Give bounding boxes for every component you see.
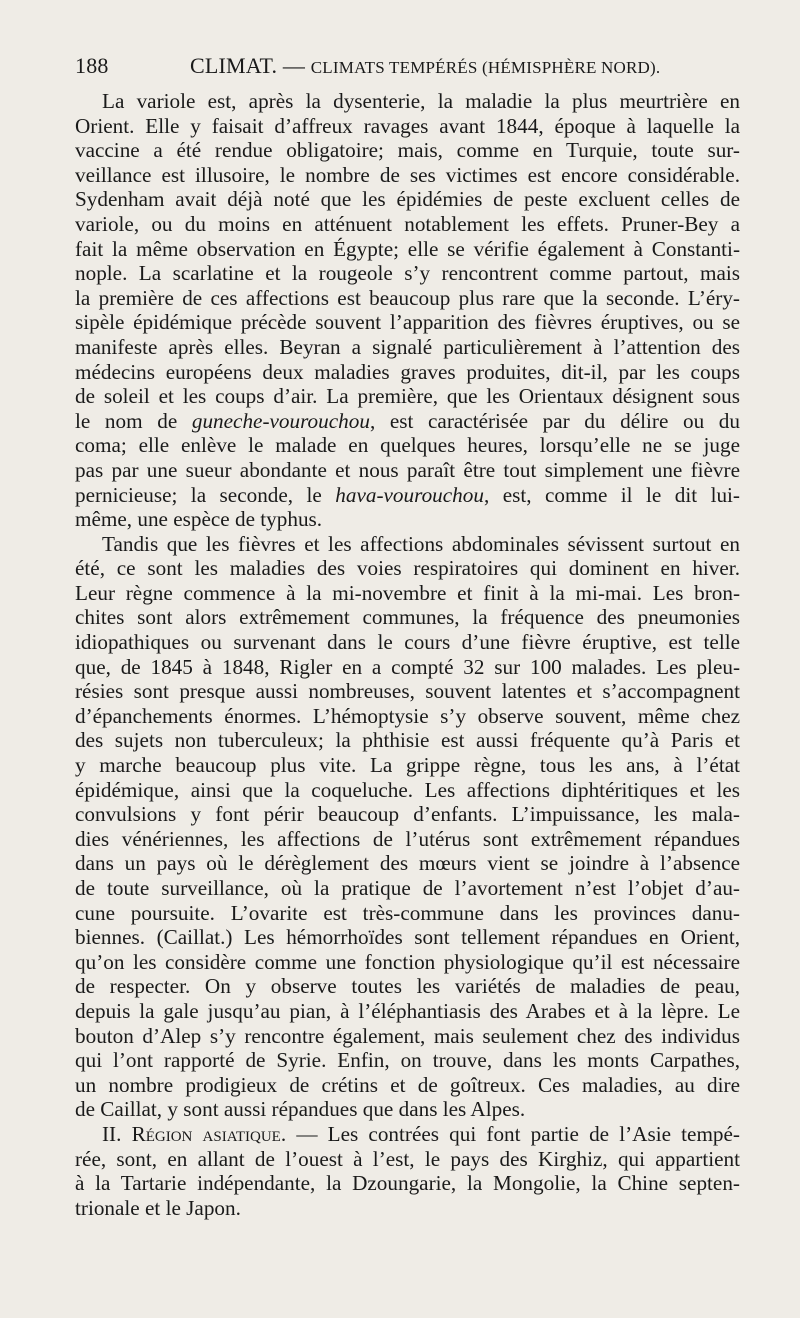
text-line: dies vénériennes, les affections de l’utérus sont extrêmement répandues bbox=[75, 826, 740, 851]
paragraph-variole bbox=[75, 89, 740, 532]
text-line: épidémique, ainsi que la coqueluche. Les affections diphtéritiques et les bbox=[75, 777, 740, 802]
text-line: depuis la gale jusqu’au pian, à l’éléphantiasis des Arabes et à la lèpre. Le bbox=[75, 998, 740, 1023]
page-body bbox=[75, 89, 740, 1220]
paragraph-maladies-respiratoires bbox=[75, 532, 740, 1122]
running-header bbox=[75, 53, 735, 79]
text-line: un nombre prodigieux de crétins et de goîtreux. Ces maladies, au dire bbox=[75, 1072, 740, 1097]
text-line: Leur règne commence à la mi-novembre et finit à la mi-mai. Les bron- bbox=[75, 580, 740, 605]
header-dash: — bbox=[282, 53, 306, 78]
text-line: pas par une sueur abondante et nous paraît être tout simplement une fièvre bbox=[75, 457, 740, 482]
text-line: La variole est, après la dysenterie, la maladie la plus meurtrière en bbox=[102, 89, 740, 113]
text-line: résies sont presque aussi nombreuses, souvent latentes et s’accompagnent bbox=[75, 679, 740, 704]
text-line: de soleil et les coups d’air. La première, que les Orientaux désignent sous bbox=[75, 384, 740, 409]
text-line: manifeste après elles. Beyran a signalé particulièrement à l’attention des bbox=[75, 334, 740, 359]
text-line: variole, ou du moins en atténuent notablement les effets. Pruner-Bey a bbox=[75, 211, 740, 236]
text-line: cune poursuite. L’ovarite est très-commune dans les provinces danu- bbox=[75, 900, 740, 925]
text-line: la première de ces affections est beaucoup plus rare que la seconde. L’éry- bbox=[75, 285, 740, 310]
text-line: coma; elle enlève le malade en quelques heures, lorsqu’elle ne se juge bbox=[75, 433, 740, 458]
text-line: y marche beaucoup plus vite. La grippe règne, tous les ans, à l’état bbox=[75, 753, 740, 778]
text-line: été, ce sont les maladies des voies respiratoires qui dominent en hiver. bbox=[75, 556, 740, 581]
text-line: de respecter. On y observe toutes les variétés de maladies de peau, bbox=[75, 974, 740, 999]
text-line: vaccine a été rendue obligatoire; mais, comme en Turquie, toute sur- bbox=[75, 138, 740, 163]
text-line: rée, sont, en allant de l’ouest à l’est, le pays des Kirghiz, qui appartient bbox=[75, 1146, 740, 1171]
header-subtitle: CLIMATS TEMPÉRÉS (HÉMISPHÈRE NORD). bbox=[310, 58, 661, 77]
text-line: bouton d’Alep s’y rencontre également, mais seulement chez des individus bbox=[75, 1023, 740, 1048]
header-title: CLIMAT. bbox=[190, 53, 278, 78]
text-line: Orient. Elle y faisait d’affreux ravages avant 1844, époque à laquelle la bbox=[75, 113, 740, 138]
text-line: le nom de guneche-vourouchou, est caractérisée par du délire ou du bbox=[75, 408, 740, 433]
text-line: de Caillat, y sont aussi répandues que dans les Alpes. bbox=[75, 1097, 526, 1122]
text-line: fait la même observation en Égypte; elle se vérifie également à Constanti- bbox=[75, 236, 740, 261]
text-line: qu’on les considère comme une fonction physiologique qu’il est nécessaire bbox=[75, 949, 740, 974]
text-line: qui l’ont rapporté de Syrie. Enfin, on trouve, dans les monts Carpathes, bbox=[75, 1048, 740, 1073]
text-line: sipèle épidémique précède souvent l’apparition des fièvres éruptives, ou se bbox=[75, 310, 740, 335]
text-line: à la Tartarie indépendante, la Dzoungarie, la Mongolie, la Chine septen- bbox=[75, 1171, 740, 1196]
text-line: pernicieuse; la seconde, le hava-vourouchou, est, comme il le dit lui- bbox=[75, 482, 740, 507]
text-line: biennes. (Caillat.) Les hémorrhoïdes sont tellement répandues en Orient, bbox=[75, 925, 740, 950]
text-line: des sujets non tuberculeux; la phthisie est aussi fréquente qu’à Paris et bbox=[75, 728, 740, 753]
text-line: Tandis que les fièvres et les affections abdominales sévissent surtout en bbox=[102, 531, 740, 556]
text-line: que, de 1845 à 1848, Rigler en a compté 32 sur 100 malades. Les pleu- bbox=[75, 654, 740, 679]
text-line: veillance est illusoire, le nombre de ses victimes est encore considérable. bbox=[75, 162, 740, 187]
text-line: chites sont alors extrêmement communes, la fréquence des pneumonies bbox=[75, 605, 740, 630]
text-line: convulsions y font périr beaucoup d’enfants. L’impuissance, les mala- bbox=[75, 802, 740, 827]
text-line: II. Région asiatique. — Les contrées qui font partie de l’Asie tempé- bbox=[102, 1121, 740, 1146]
text-line: trionale et le Japon. bbox=[75, 1195, 241, 1220]
text-line: d’épanchements énormes. L’hémoptysie s’y observe souvent, même chez bbox=[75, 703, 740, 728]
text-line: idiopathiques ou survenant dans le cours d’une fièvre éruptive, est telle bbox=[75, 630, 740, 655]
text-line: Sydenham avait déjà noté que les épidémies de peste excluent celles de bbox=[75, 187, 740, 212]
text-line: médecins européens deux maladies graves produites, dit-il, par les coups bbox=[75, 359, 740, 384]
text-line: dans un pays où le dérèglement des mœurs vient se joindre à l’absence bbox=[75, 851, 740, 876]
text-line: nople. La scarlatine et la rougeole s’y rencontrent comme partout, mais bbox=[75, 261, 740, 286]
page-number: 188 bbox=[75, 53, 109, 78]
paragraph-region-asiatique bbox=[75, 1122, 740, 1220]
text-line: de toute surveillance, où la pratique de l’avortement n’est l’objet d’au- bbox=[75, 876, 740, 900]
text-line: même, une espèce de typhus. bbox=[75, 507, 323, 532]
